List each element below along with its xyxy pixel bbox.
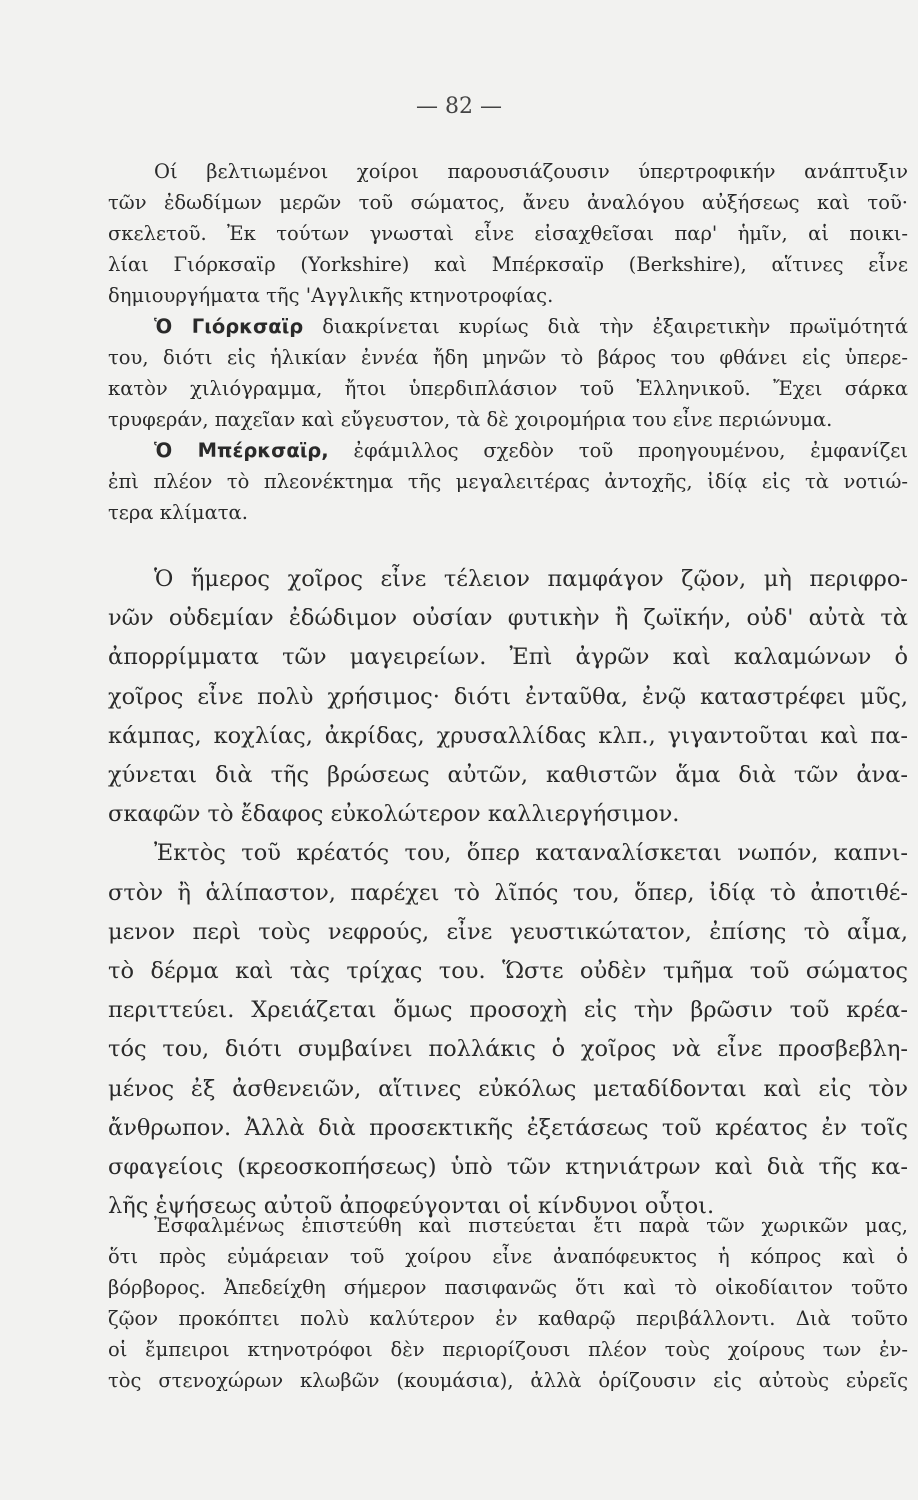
breed-term-berkshire: Ὁ Μπέρκσαϊρ, bbox=[154, 439, 329, 462]
text-line: Ἐκτὸς τοῦ κρέατός του, ὅπερ καταναλίσκεται νωπόν, καπνι- bbox=[154, 840, 908, 867]
text-line: τῶν ἐδωδίμων μερῶν τοῦ σώματος, ἄνευ ἀναλόγου αὐξήσεως καὶ τοῦ· bbox=[108, 191, 908, 214]
text-fragment: ἐφάμιλλος σχεδὸν τοῦ προηγουμένου, ἐμφανίζει bbox=[353, 439, 909, 462]
text-line: κατὸν χιλιόγραμμα, ἤτοι ὑπερδιπλάσιον τοῦ Ἑλληνικοῦ. Ἔχει σάρκα bbox=[108, 377, 908, 400]
breed-term-yorkshire: Ὁ Γιόρκσαϊρ bbox=[154, 315, 304, 338]
text-line: τρυφεράν, παχεῖαν καὶ εὔγευστον, τὰ δὲ χοιρομήρια του εἶνε περιώνυμα. bbox=[108, 408, 833, 431]
text-line: κάμπας, κοχλίας, ἀκρίδας, χρυσαλλίδας κλπ., γιγαντοῦται καὶ πα- bbox=[108, 722, 908, 749]
text-line: λίαι Γιόρκσαϊρ (Yorkshire) καὶ Μπέρκσαϊρ (Berkshire), αἵτινες εἶνε bbox=[108, 253, 908, 276]
text-line: στὸν ἢ ἁλίπαστον, παρέχει τὸ λῖπός του, ὅπερ, ἰδίᾳ τὸ ἀποτιθέ- bbox=[108, 879, 908, 906]
text-line bbox=[108, 311, 908, 342]
text-line: χοῖρος εἶνε πολὺ χρήσιμος· διότι ἐνταῦθα, ἐνῷ καταστρέφει μῦς, bbox=[108, 683, 908, 710]
text-line: χύνεται διὰ τῆς βρώσεως αὐτῶν, καθιστῶν ἅμα διὰ τῶν ἀνα- bbox=[108, 762, 908, 789]
text-line: τὸ δέρμα καὶ τὰς τρίχας του. Ὥστε οὐδὲν τμῆμα τοῦ σώματος bbox=[108, 958, 908, 985]
text-line: βόρβορος. Ἀπεδείχθη σήμερον πασιφανῶς ὅτι καὶ τὸ οἰκοδίαιτον τοῦτο bbox=[108, 1276, 908, 1299]
section-1-text bbox=[108, 156, 908, 528]
text-line: ζῷον προκόπτει πολὺ καλύτερον ἐν καθαρῷ περιβάλλοντι. Διὰ τοῦτο bbox=[108, 1307, 908, 1330]
text-line: μένος ἐξ ἀσθενειῶν, αἵτινες εὐκόλως μεταδίδονται καὶ εἰς τὸν bbox=[108, 1075, 908, 1102]
text-line: τός του, διότι συμβαίνει πολλάκις ὁ χοῖρος νὰ εἶνε προσβεβλη- bbox=[108, 1036, 908, 1063]
text-line: σκαφῶν τὸ ἔδαφος εὐκολώτερον καλλιεργήσιμον. bbox=[108, 801, 680, 828]
text-line: τὸς στενοχώρων κλωβῶν (κουμάσια), ἀλλὰ ὁρίζουσιν εἰς αὐτοὺς εὐρεῖς bbox=[108, 1369, 908, 1392]
text-line: ἄνθρωπον. Ἀλλὰ διὰ προσεκτικῆς ἐξετάσεως τοῦ κρέατος ἐν τοῖς bbox=[108, 1114, 908, 1141]
text-line: Ὁ ἥμερος χοῖρος εἶνε τέλειον παμφάγον ζῷον, μὴ περιφρο- bbox=[154, 566, 908, 592]
paragraph-1 bbox=[108, 156, 908, 311]
text-line bbox=[108, 435, 908, 466]
paragraph-berkshire bbox=[108, 435, 908, 528]
text-line: σφαγείοις (κρεοσκοπήσεως) ὑπὸ τῶν κτηνιάτρων καὶ διὰ τῆς κα- bbox=[108, 1154, 908, 1181]
text-line: λῆς ἑψήσεως αὐτοῦ ἀποφεύγονται οἱ κίνδυνοι οὗτοι. bbox=[108, 1193, 715, 1220]
text-line: οἱ ἔμπειροι κτηνοτρόφοι δὲν περιορίζουσι πλέον τοὺς χοίρους των ἐν- bbox=[108, 1338, 908, 1361]
text-line: μενον περὶ τοὺς νεφρούς, εἶνε γευστικώτατον, ἐπίσης τὸ αἷμα, bbox=[108, 918, 908, 945]
text-line: τερα κλίματα. bbox=[108, 501, 248, 524]
text-line: σκελετοῦ. Ἐκ τούτων γνωσταὶ εἶνε εἰσαχθεῖσαι παρ' ἡμῖν, αἱ ποικι- bbox=[108, 222, 908, 245]
text-fragment: διακρίνεται κυρίως διὰ τὴν ἐξαιρετικὴν πρωϊμότητά bbox=[322, 315, 909, 338]
text-line: νῶν οὐδεμίαν ἐδώδιμον οὐσίαν φυτικὴν ἢ ζωϊκήν, οὐδ' αὐτὰ τὰ bbox=[108, 605, 908, 632]
paragraph-yorkshire bbox=[108, 311, 908, 435]
paragraph-omnivore bbox=[108, 560, 908, 834]
text-line: Ἐσφαλμένως ἐπιστεύθη καὶ πιστεύεται ἔτι παρὰ τῶν χωρικῶν μας, bbox=[154, 1214, 908, 1237]
text-line: του, διότι εἰς ἡλικίαν ἐννέα ἤδη μηνῶν τὸ βάρος του φθάνει εἰς ὑπερε- bbox=[108, 346, 908, 369]
paragraph-cleanliness bbox=[108, 1210, 908, 1396]
paragraph-products bbox=[108, 834, 908, 1226]
text-line: ὅτι πρὸς εὐμάρειαν τοῦ χοίρου εἶνε ἀναπόφευκτος ἡ κόπρος καὶ ὁ bbox=[108, 1245, 908, 1268]
text-line: ἀπορρίμματα τῶν μαγειρείων. Ἐπὶ ἀγρῶν καὶ καλαμώνων ὁ bbox=[108, 644, 908, 671]
page-number: — 82 — bbox=[416, 94, 502, 119]
text-line: δημιουργήματα τῆς 'Αγγλικῆς κτηνοτροφίας. bbox=[108, 284, 554, 307]
section-2-text bbox=[108, 560, 908, 1226]
section-3-text bbox=[108, 1210, 908, 1396]
text-line: Οί βελτιωμένοι χοίροι παρουσιάζουσιν ύπερτροφικήν ανάπτυξιν bbox=[154, 160, 908, 183]
text-line: ἐπὶ πλέον τὸ πλεονέκτημα τῆς μεγαλειτέρας ἀντοχῆς, ἰδίᾳ εἰς τὰ νοτιώ- bbox=[108, 470, 908, 493]
text-line: περιττεύει. Χρειάζεται ὅμως προσοχὴ εἰς τὴν βρῶσιν τοῦ κρέα- bbox=[108, 997, 908, 1024]
